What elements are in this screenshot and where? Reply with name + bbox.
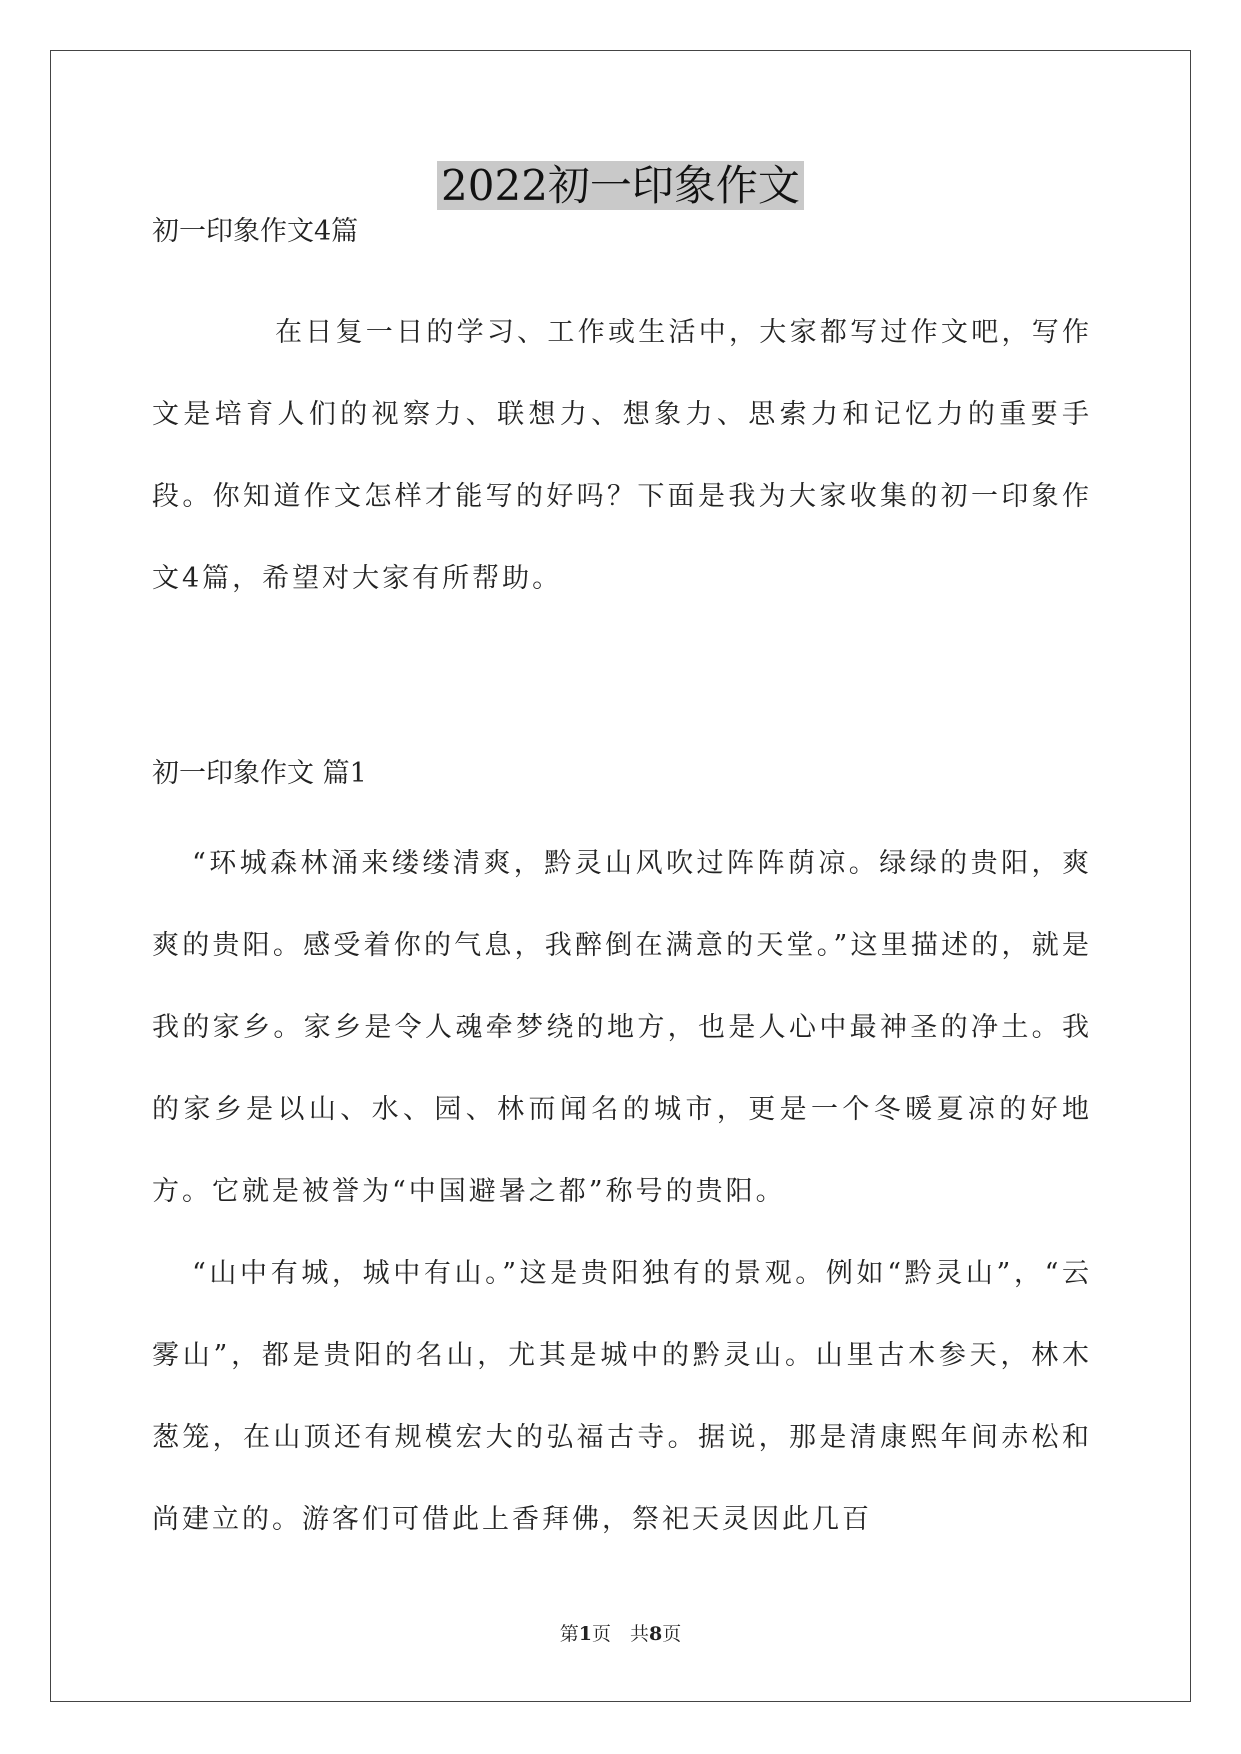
intro-paragraph: 在日复一日的学习、工作或生活中，大家都写过作文吧，写作文是培育人们的视察力、联想力、想象力、思索力和记忆力的重要手段。你知道作文怎样才能写的好吗？下面是我为大家收集的初一印象作文4篇，希望对大家有所帮助。 bbox=[152, 317, 1092, 594]
body-paragraph-2: “山中有城，城中有山。”这是贵阳独有的景观。例如“黔灵山”，“云雾山”，都是贵阳的名山，尤其是城中的黔灵山。山里古木参天，林木葱笼，在山顶还有规模宏大的弘福古寺。据说，那是清康熙年间赤松和尚建立的。游客们可借此上香拜佛，祭祀天灵因此几百 bbox=[152, 1258, 1092, 1535]
footer-page-suffix: 页 bbox=[662, 1623, 682, 1645]
page-footer bbox=[0, 1620, 1241, 1648]
body-paragraph-1: “环城森林涌来缕缕清爽，黔灵山风吹过阵阵荫凉。绿绿的贵阳，爽爽的贵阳。感受着你的气息，我醉倒在满意的天堂。”这里描述的，就是我的家乡。家乡是令人魂牵梦绕的地方，也是人心中最神圣的净土。我的家乡是以山、水、园、林而闻名的城市，更是一个冬暖夏凉的好地方。它就是被誉为“中国避暑之都”称号的贵阳。 bbox=[152, 848, 1092, 1207]
document-title-text: 2022初一印象作文 bbox=[437, 161, 804, 210]
document-subtitle: 初一印象作文4篇 bbox=[152, 216, 359, 247]
footer-page-current: 1 bbox=[578, 1623, 592, 1645]
footer-page-mid: 页 共 bbox=[591, 1623, 649, 1645]
section-heading: 初一印象作文 篇1 bbox=[152, 758, 367, 789]
footer-page-prefix: 第 bbox=[559, 1623, 579, 1645]
footer-page-total: 8 bbox=[649, 1623, 663, 1645]
document-title bbox=[0, 158, 1241, 214]
